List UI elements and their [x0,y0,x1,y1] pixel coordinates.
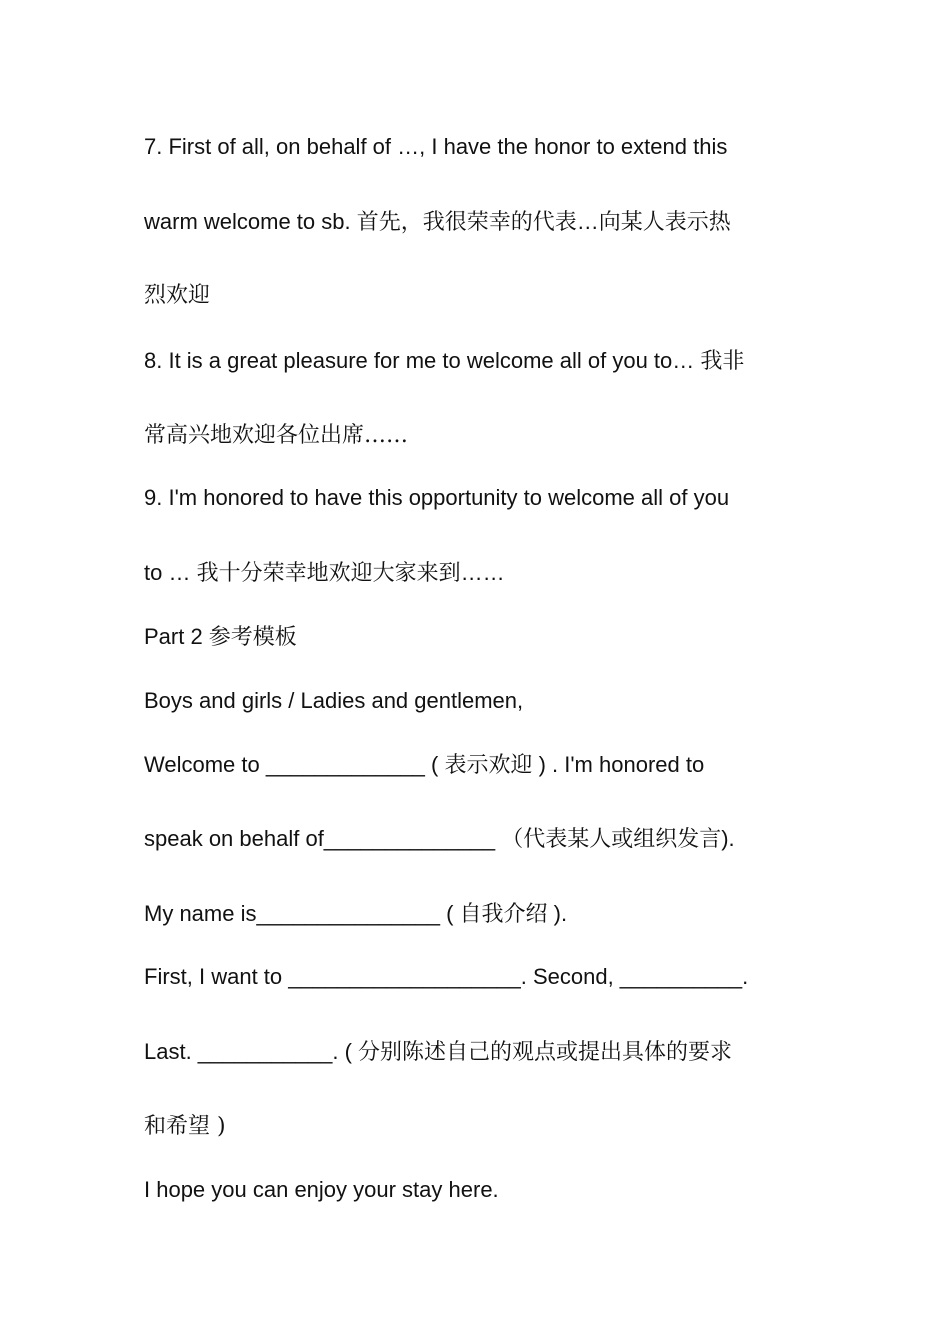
text-line-greeting: Boys and girls / Ladies and gentlemen, [144,688,524,713]
text-line-phrase-9a: 9. I'm honored to have this opportunity to welcome all of you [144,485,730,510]
text-line-last: Last. ___________. ( 分别陈述自己的观点或提出具体的要求 [144,1039,733,1064]
section-heading-part-2: Part 2 参考模板 [144,624,297,649]
text-line-phrase-7c: 烈欢迎 [144,283,211,308]
text-line-phrase-7b: warm welcome to sb. 首先，我很荣幸的代表…向某人表示热 [144,209,731,234]
text-line-phrase-8a: 8. It is a great pleasure for me to welcome all of you to… 我非 [144,348,745,373]
text-line-phrase-7a: 7. First of all, on behalf of …, I have the honor to extend this [144,134,728,159]
text-line-first-second: First, I want to ___________________. Second, __________. [144,964,749,989]
text-line-welcome: Welcome to _____________ ( 表示欢迎 ) . I'm honored to [144,752,705,777]
text-line-closing: I hope you can enjoy your stay here. [144,1177,499,1202]
text-line-phrase-9b: to … 我十分荣幸地欢迎大家来到…… [144,560,505,585]
text-line-phrase-8b: 常高兴地欢迎各位出席…… [144,423,409,448]
text-line-name: My name is_______________ ( 自我介绍 ). [144,901,568,926]
text-line-hope-note: 和希望 ) [144,1114,226,1139]
text-line-behalf: speak on behalf of______________ （代表某人或组织发言). [144,826,735,851]
